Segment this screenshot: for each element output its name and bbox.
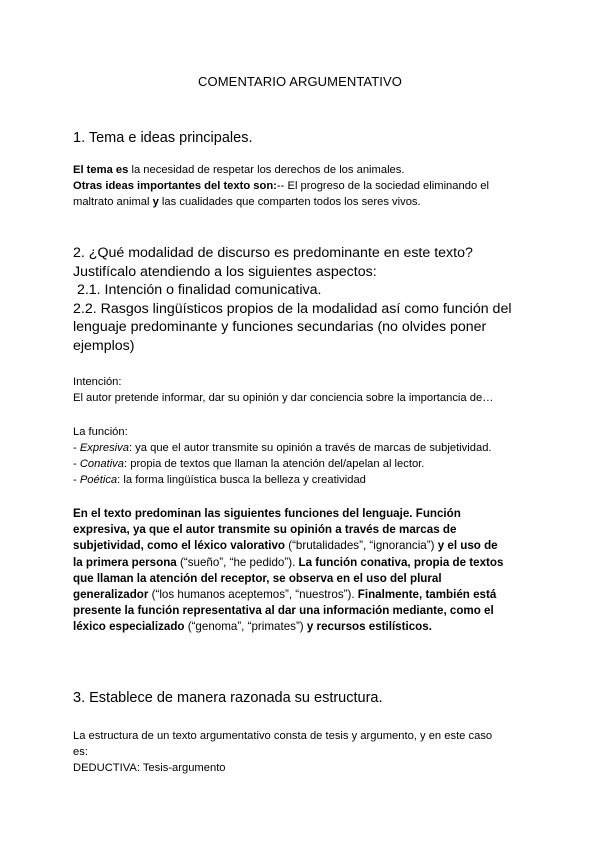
section-3-heading: 3. Establece de manera razonada su estructura. [73, 690, 383, 706]
bp-l4c: La función conativa, propia de textos [295, 555, 504, 569]
funciones-paragraph [73, 506, 528, 636]
bp-line-1: En el texto predominan las siguientes funciones del lenguaje. Función [73, 507, 461, 520]
otras-y: y [149, 196, 159, 208]
bp-line-5: que llaman la atención del receptor, se observa en el uso del plural [73, 571, 442, 585]
q-line-3: 2.1. Intención o finalidad comunicativa. [73, 282, 322, 298]
q-line-6: ejemplos) [73, 337, 135, 354]
bp-line-4 [73, 555, 528, 571]
bullet-dash: - [73, 474, 80, 486]
funcion-item-poetica [73, 472, 533, 488]
intencion-text: El autor pretende informar, dar su opinión y dar conciencia sobre la importancia de… [73, 392, 494, 404]
bp-l6a: generalizador [73, 588, 149, 602]
bp-l6b: (“los humanos aceptemos”, “nuestros”). [148, 588, 355, 602]
section-1-heading: 1. Tema e ideas principales. [73, 130, 253, 146]
funcion-item-expresiva [73, 440, 533, 456]
conativa-name: Conativa [79, 458, 124, 470]
estructura-line-2: es: [73, 746, 88, 758]
otras-text-1: -- El progreso de la sociedad eliminando el [276, 180, 489, 192]
q-line-5: lenguaje predominante y funciones secundarias (no olvides poner [73, 319, 487, 335]
section-3-body [73, 728, 533, 776]
otras-text-2b: las cualidades que comparten todos los seres vivos. [158, 196, 421, 208]
otras-label: Otras ideas importantes del texto son: [73, 180, 277, 192]
tema-text: la necesidad de respetar los derechos de los animales. [128, 164, 405, 176]
bp-l3a: subjetividad, como el léxico valorativo [73, 539, 285, 553]
intencion-label: Intención: [73, 376, 122, 388]
otras-line-2 [73, 194, 533, 210]
bp-l8c: y recursos estilísticos. [303, 620, 432, 634]
section-1-body [73, 162, 533, 210]
funcion-item-conativa [73, 456, 533, 472]
bp-line-7: presente la función representativa al dar una información mediante, como el [73, 604, 494, 618]
bp-l3c: y el uso de [434, 539, 498, 553]
otras-line-1 [73, 178, 533, 194]
poetica-name: Poética [79, 474, 118, 486]
q-line-2: Justifícalo atendiendo a los siguientes aspectos: [73, 263, 377, 280]
bp-l4a: la primera persona [73, 555, 177, 569]
expresiva-text: : ya que el autor transmite su opinión a través de marcas de subjetividad. [128, 442, 492, 454]
bullet-dash: - [73, 458, 80, 470]
bp-l8a: léxico especializado [73, 620, 185, 634]
q-line-4: 2.2. Rasgos lingüísticos propios de la modalidad así como función del [73, 300, 512, 317]
bp-line-8 [73, 619, 528, 635]
bp-line-6 [73, 587, 528, 603]
bullet-dash: - [73, 442, 80, 454]
funcion-block [73, 424, 533, 488]
tema-label: El tema es [73, 164, 129, 176]
bp-line-3 [73, 538, 528, 554]
bp-l6c: Finalmente, también está [354, 588, 497, 602]
q-line-1: 2. ¿Qué modalidad de discurso es predominante en este texto? [73, 245, 473, 261]
intencion-block [73, 374, 533, 406]
document-title: COMENTARIO ARGUMENTATIVO [198, 74, 402, 89]
bp-l3b: (“brutalidades”, “ignorancia”) [284, 539, 435, 553]
bp-l8b: (“genoma”, “primates”) [184, 620, 304, 634]
estructura-line-1: La estructura de un texto argumentativo consta de tesis y argumento, y en este caso [73, 730, 493, 742]
bp-line-2: expresiva, ya que el autor transmite su opinión a través de marcas de [73, 523, 457, 537]
expresiva-name: Expresiva [79, 442, 129, 454]
estructura-line-3: DEDUCTIVA: Tesis-argumento [73, 762, 226, 774]
conativa-text: : propia de textos que llaman la atención del/apelan al lector. [124, 458, 425, 470]
funcion-label: La función: [73, 426, 128, 438]
bp-l4b: (“sueño”, “he pedido”). [176, 555, 296, 569]
poetica-text: : la forma lingüística busca la belleza y creatividad [117, 474, 366, 486]
otras-text-2a: maltrato animal [73, 196, 150, 208]
section-2-question [73, 244, 533, 355]
tema-line [73, 162, 533, 178]
